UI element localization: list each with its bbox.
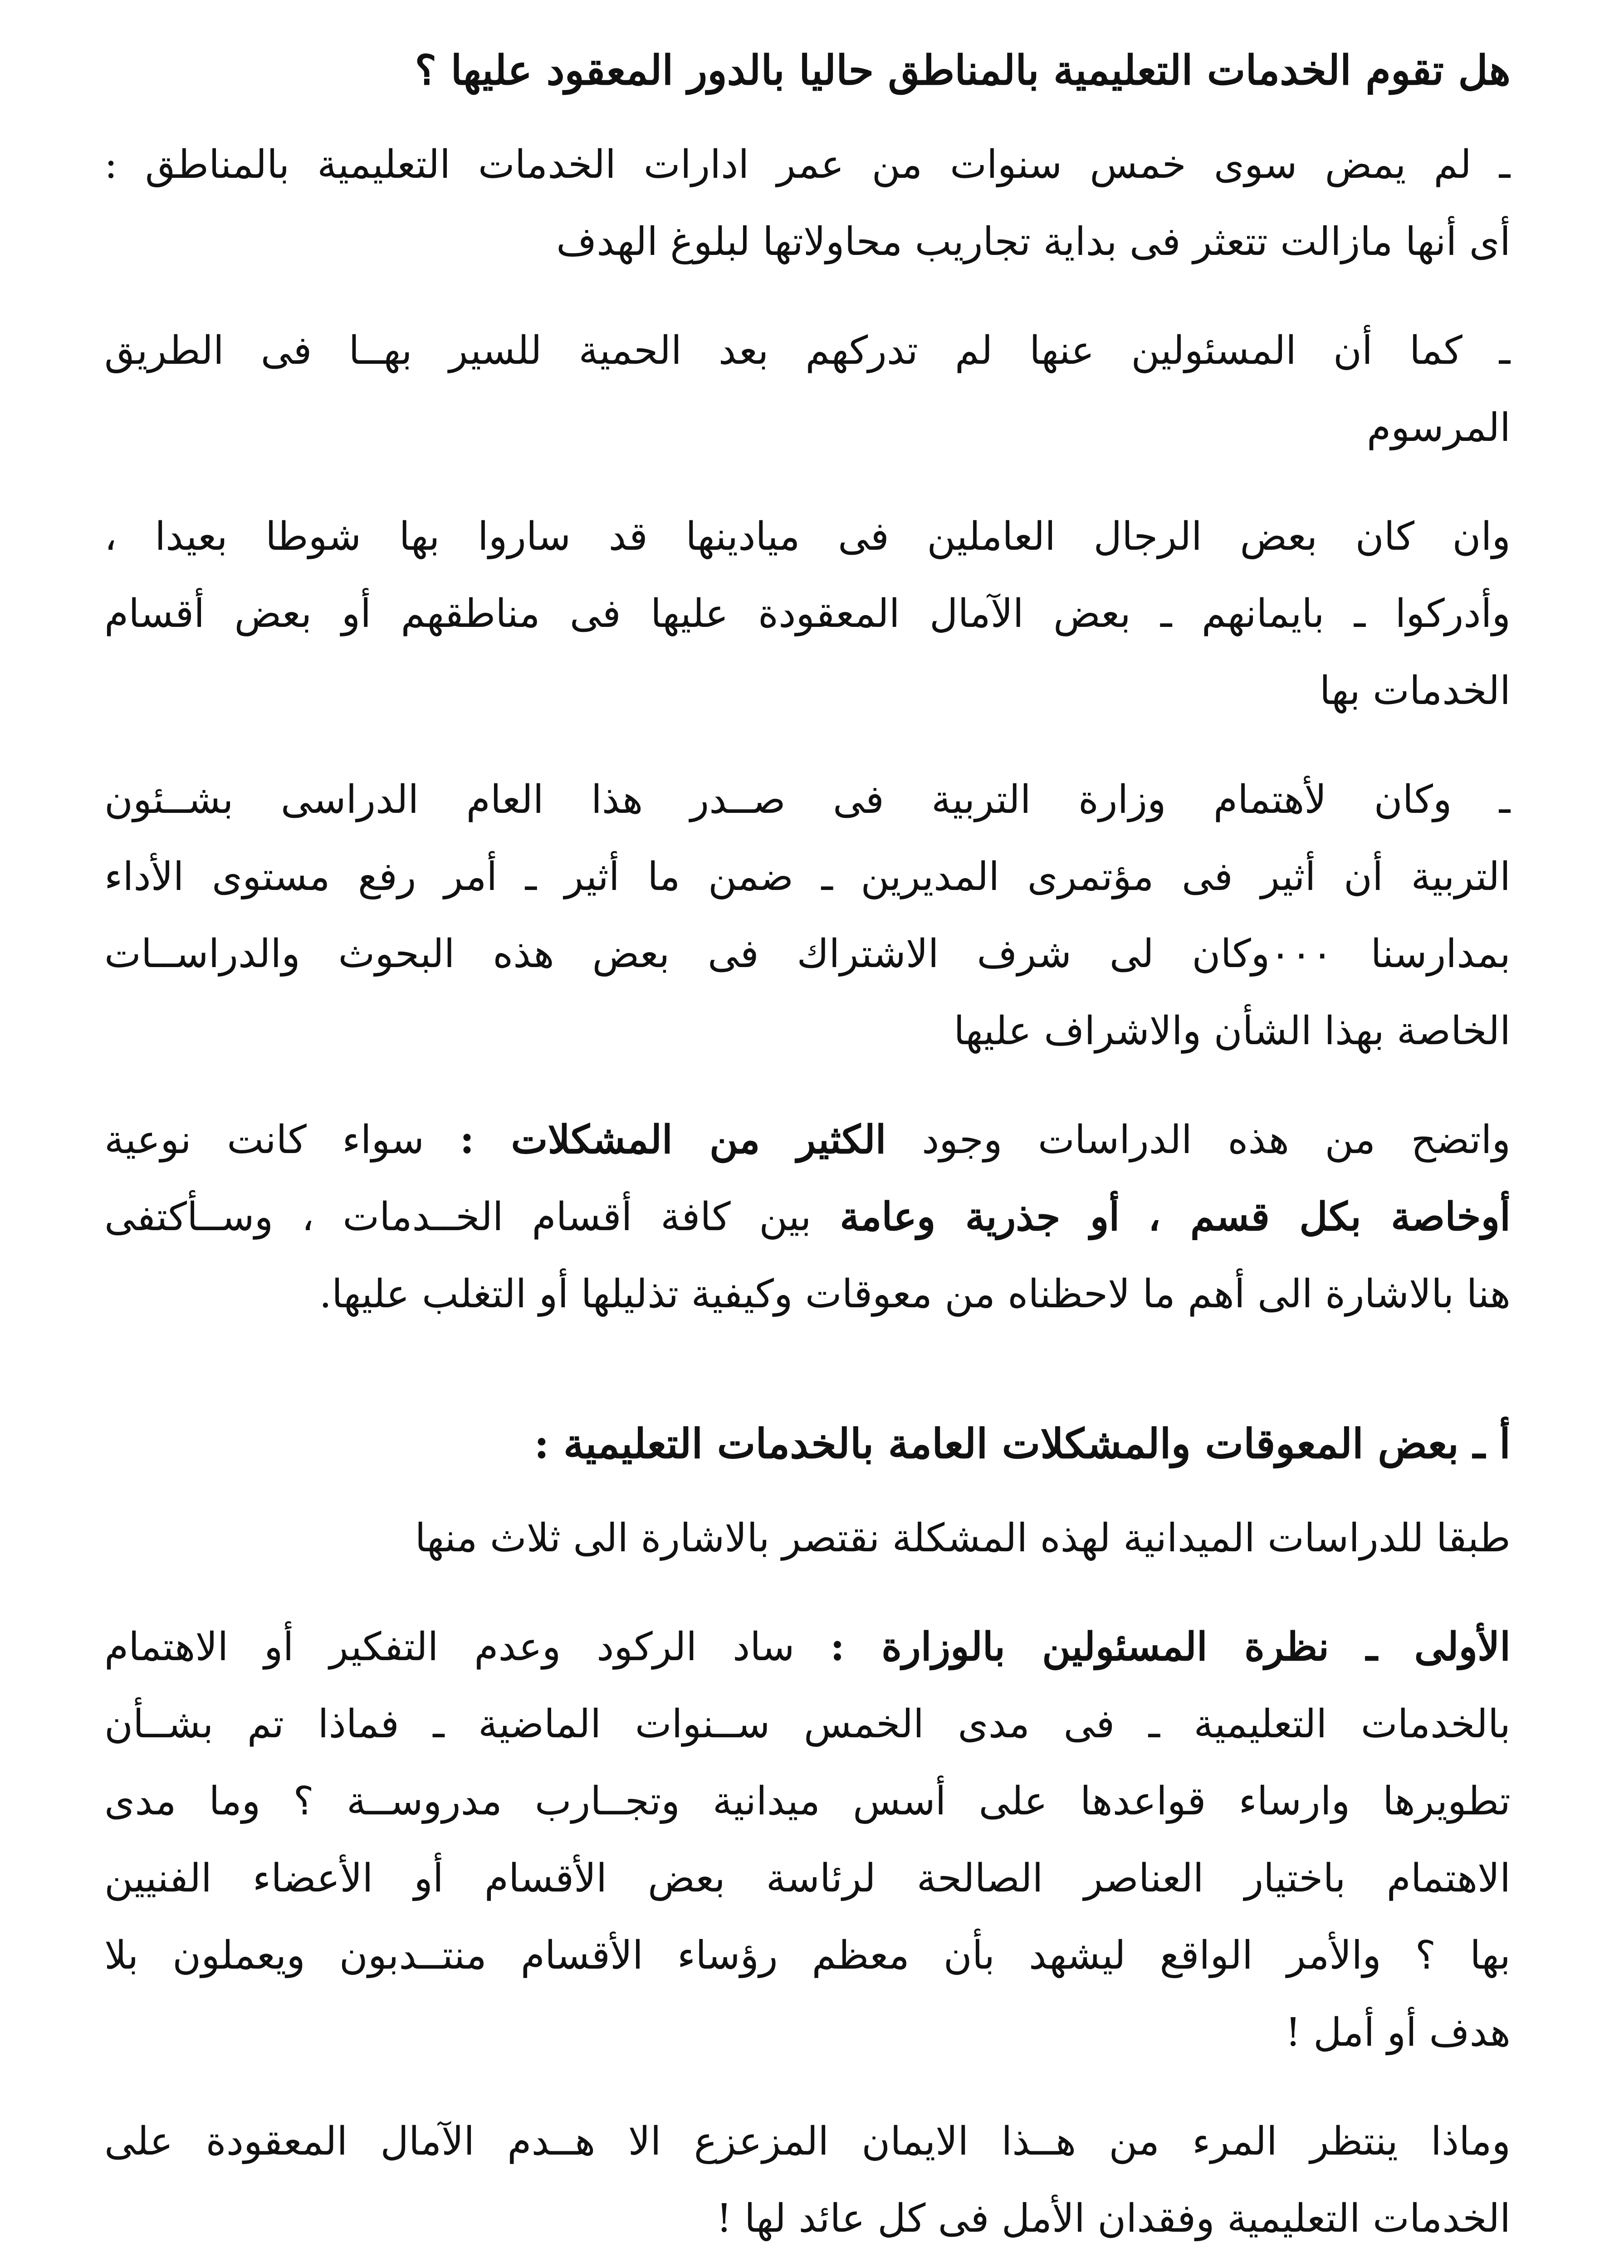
paragraph-line: تطويرها وارساء قواعدها على أسس ميدانية وتجــارب مدروســة ؟ وما مدى — [104, 1779, 1511, 1824]
paragraph-text: سواء كانت نوعية — [104, 1117, 425, 1163]
paragraph-line: ـ وكان لأهتمام وزارة التربية فى صــدر هذا العام الدراسى بشــئون — [104, 777, 1511, 822]
paragraph-5 — [104, 1101, 1511, 1333]
paragraph-line: بالخدمات التعليمية ـ فى مدى الخمس ســنوات الماضية ـ فماذا تم بشــأن — [104, 1701, 1511, 1747]
paragraph-line: وأدركوا ـ بايمانهم ـ بعض الآمال المعقودة عليها فى مناطقهم أو بعض أقسام — [104, 591, 1511, 636]
paragraph-line: هدف أو أمل ! — [1285, 2010, 1511, 2055]
paragraph-line: بمدارسنا ٠٠٠وكان لى شرف الاشتراك فى بعض هذه البحوث والدراســات — [104, 931, 1511, 977]
paragraph-6 — [104, 1500, 1511, 1577]
paragraph-8 — [104, 2103, 1511, 2257]
paragraph-line: أى أنها مازالت تتعثر فى بداية تجاريب محاولاتها لبلوغ الهدف — [556, 219, 1511, 264]
paragraph-line: ـ لم يمض سوى خمس سنوات من عمر ادارات الخدمات التعليمية بالمناطق : — [104, 142, 1511, 187]
paragraph-line: الخاصة بهذا الشأن والاشراف عليها — [954, 1008, 1511, 1054]
paragraph-line: بها ؟ والأمر الواقع ليشهد بأن معظم رؤساء الأقسام منتــدبون ويعملون بلا — [104, 1933, 1511, 1978]
paragraph-line — [104, 1101, 1511, 1178]
page-title: هل تقوم الخدمات التعليمية بالمناطق حاليا بالدور المعقود عليها ؟ — [415, 46, 1511, 94]
paragraph-line: وماذا ينتظر المرء من هــذا الايمان المزعزع الا هــدم الآمال المعقودة على — [104, 2119, 1511, 2164]
paragraph-line: الخدمات التعليمية وفقدان الأمل فى كل عائد لها ! — [716, 2196, 1511, 2241]
emphasis-text: الكثير من المشكلات : — [460, 1117, 886, 1163]
paragraph-line: ـ كما أن المسئولين عنها لم تدركهم بعد الحمية للسير بهــا فى الطريق — [104, 328, 1511, 373]
paragraph-line: الخدمات بها — [1319, 668, 1511, 714]
paragraph-line: الاهتمام باختيار العناصر الصالحة لرئاسة بعض الأقسام أو الأعضاء الفنيين — [104, 1856, 1511, 1901]
paragraph-text: بين كافة أقسام الخــدمات ، وســأكتفى — [104, 1194, 812, 1240]
emphasis-text: أو جذرية وعامة — [840, 1194, 1120, 1240]
paragraph-line: المرسوم — [1367, 405, 1511, 450]
paragraph-4 — [104, 761, 1511, 1070]
paragraph-7 — [104, 1608, 1511, 2071]
paragraph-text: واتضح من هذه الدراسات وجود — [922, 1117, 1511, 1163]
paragraph-1 — [104, 126, 1511, 280]
paragraph-2 — [104, 312, 1511, 466]
paragraph-line: هنا بالاشارة الى أهم ما لاحظناه من معوقات وكيفية تذليلها أو التغلب عليها. — [319, 1271, 1511, 1317]
emphasis-text: الأولى ـ نظرة المسئولين بالوزارة : — [830, 1624, 1511, 1670]
emphasis-text: أوخاصة بكل قسم ، — [1148, 1194, 1511, 1240]
paragraph-line: التربية أن أثير فى مؤتمرى المديرين ـ ضمن ما أثير ـ أمر رفع مستوى الأداء — [104, 854, 1511, 899]
paragraph-line: وان كان بعض الرجال العاملين فى ميادينها قد ساروا بها شوطا بعيدا ، — [104, 514, 1511, 559]
paragraph-3 — [104, 498, 1511, 729]
section-heading: أ ـ بعض المعوقات والمشكلات العامة بالخدمات التعليمية : — [534, 1420, 1511, 1468]
paragraph-line — [104, 1608, 1511, 1686]
paragraph-line: طبقا للدراسات الميدانية لهذه المشكلة نقتصر بالاشارة الى ثلاث منها — [415, 1515, 1511, 1561]
paragraph-line — [104, 1178, 1511, 1256]
paragraph-text: ساد الركود وعدم التفكير أو الاهتمام — [104, 1624, 795, 1670]
